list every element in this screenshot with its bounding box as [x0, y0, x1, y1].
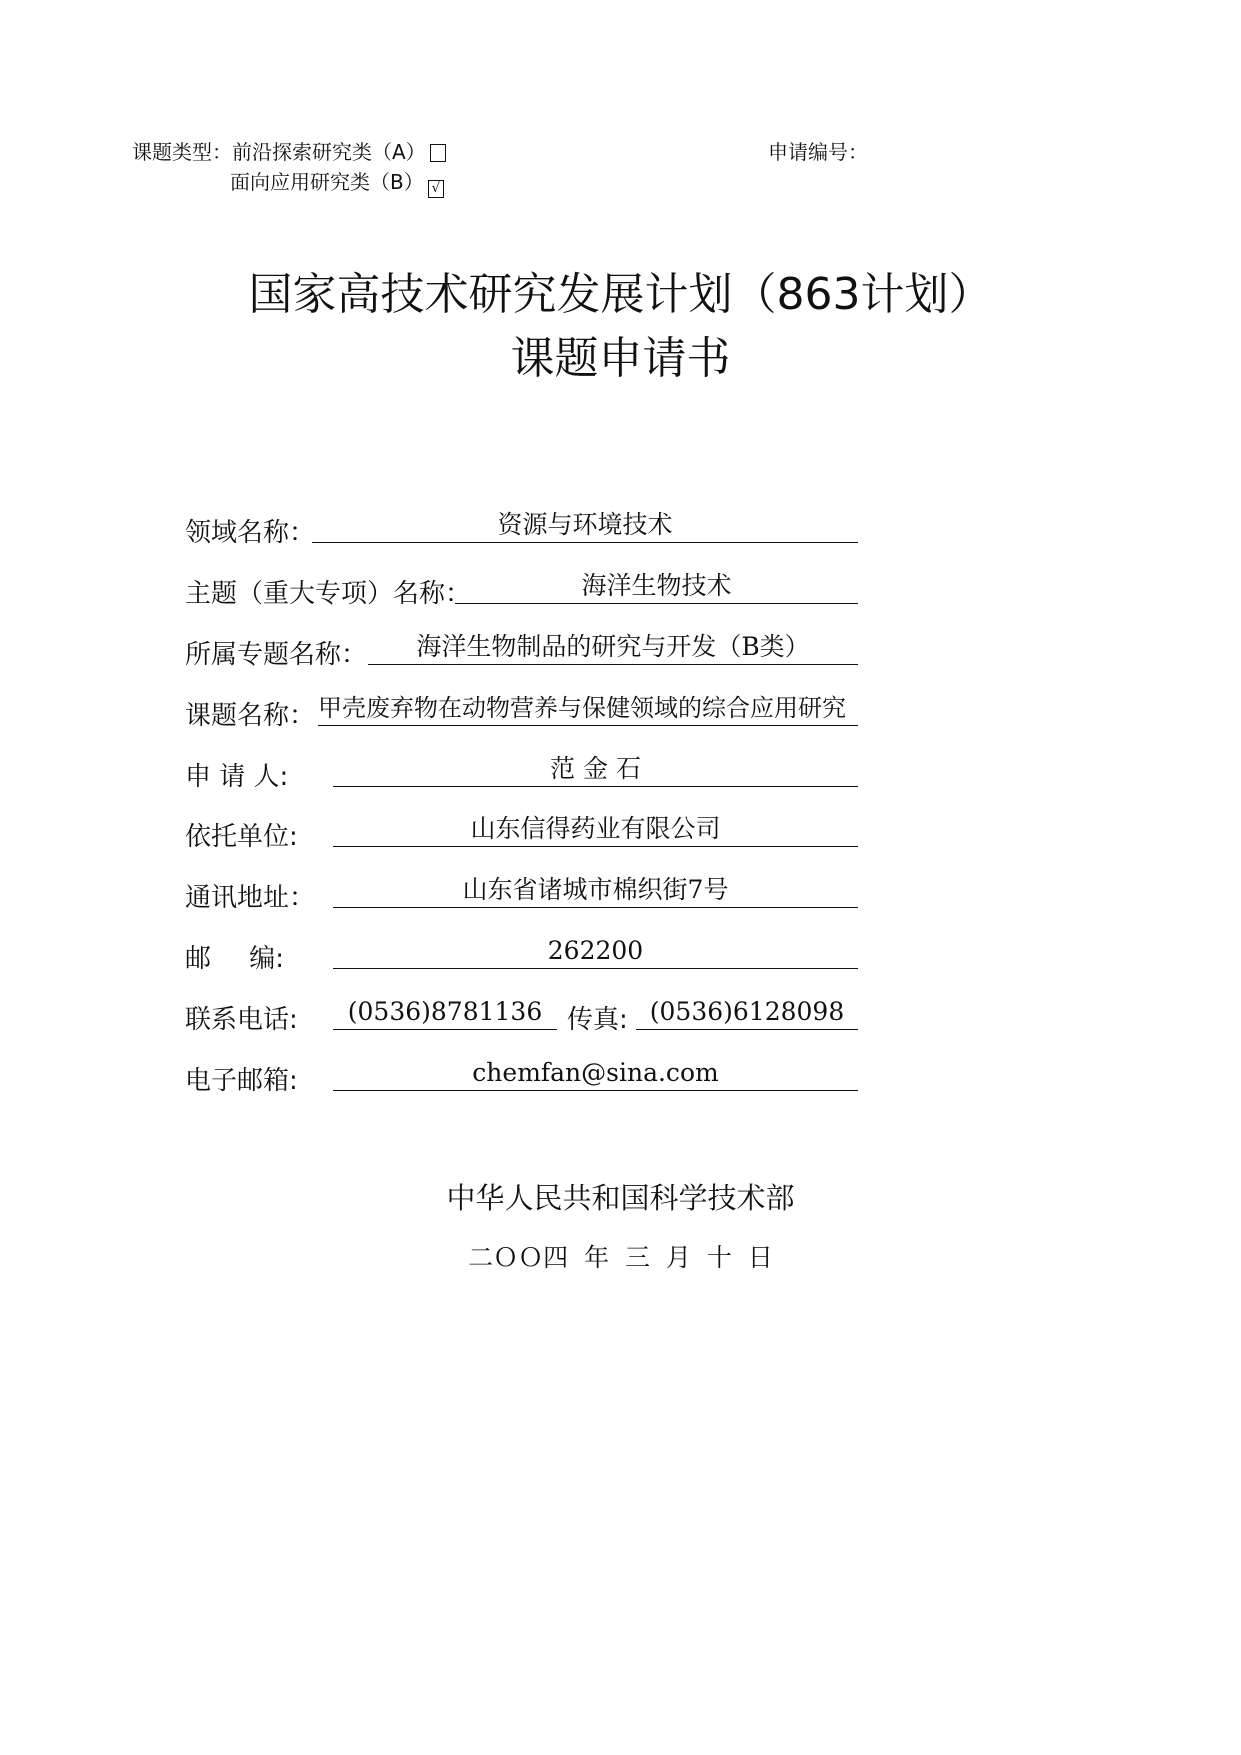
email-label: 电子邮箱:	[185, 1066, 298, 1096]
type-a-label: 前沿探索研究类（A）	[232, 140, 426, 164]
domain-label: 领域名称：	[185, 518, 316, 548]
type-b-checkbox[interactable]: √	[428, 180, 444, 198]
project-name-label: 课题名称：	[185, 701, 316, 731]
email-field[interactable]: chemfan@sina.com	[333, 1056, 858, 1091]
theme-field[interactable]: 海洋生物技术	[455, 569, 858, 604]
postcode-label: 邮 编:	[185, 944, 285, 974]
unit-label: 依托单位:	[185, 822, 298, 852]
document-title: 国家高技术研究发展计划（863计划）	[248, 269, 993, 320]
ministry-name: 中华人民共和国科学技术部	[446, 1181, 795, 1215]
phone-field[interactable]: (0536)8781136	[333, 995, 557, 1030]
domain-field[interactable]: 资源与环境技术	[312, 508, 858, 543]
type-a-checkbox[interactable]	[430, 144, 446, 162]
applicant-label: 申 请 人:	[185, 762, 289, 792]
address-field[interactable]: 山东省诸城市棉织街7号	[333, 873, 858, 908]
address-label: 通讯地址：	[185, 883, 316, 913]
type-b-label: 面向应用研究类（B）	[230, 170, 424, 194]
issue-date: 二ＯＯ四 年 三 月 十 日	[468, 1243, 773, 1272]
topic-label: 所属专题名称：	[185, 640, 368, 670]
postcode-field[interactable]: 262200	[333, 934, 858, 969]
theme-label: 主题（重大专项）名称：	[185, 579, 472, 609]
project-name-field[interactable]: 甲壳废弃物在动物营养与保健领域的综合应用研究	[318, 691, 858, 726]
fax-field[interactable]: (0536)6128098	[636, 995, 858, 1030]
project-type-row-b	[230, 166, 444, 198]
unit-field[interactable]: 山东信得药业有限公司	[333, 812, 858, 847]
phone-label: 联系电话:	[185, 1005, 298, 1035]
project-type-label: 课题类型：	[132, 140, 232, 164]
topic-field[interactable]: 海洋生物制品的研究与开发（B类）	[368, 630, 858, 665]
project-type-row-a	[132, 136, 446, 165]
document-subtitle: 课题申请书	[510, 333, 731, 384]
fax-label: 传真:	[567, 1005, 628, 1035]
application-number-label: 申请编号：	[768, 140, 868, 164]
applicant-field[interactable]: 范 金 石	[333, 752, 858, 787]
